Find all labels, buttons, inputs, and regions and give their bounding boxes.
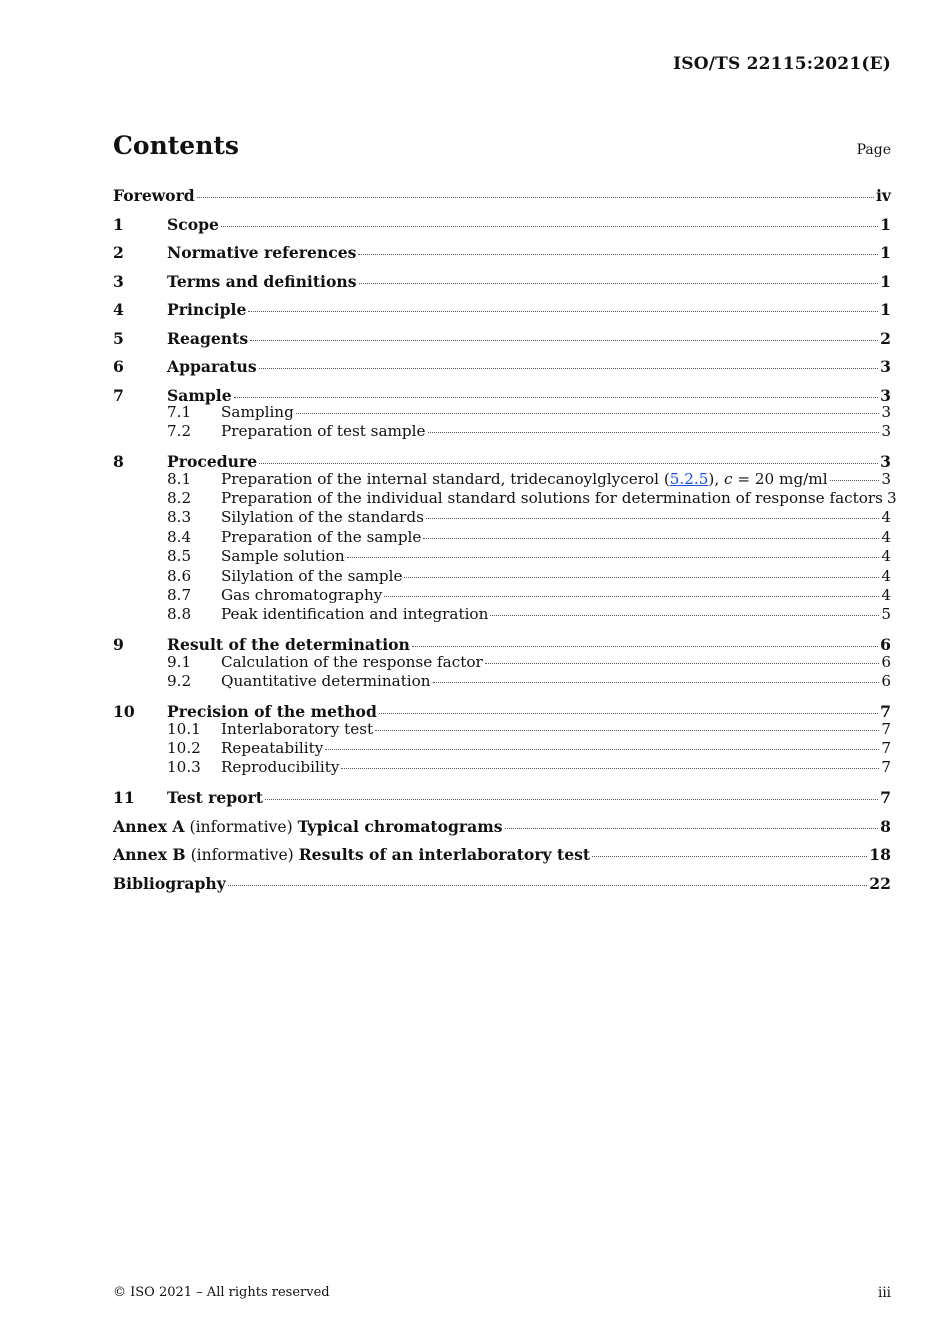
document-id: ISO/TS 22115:2021(E): [673, 54, 891, 74]
leader-dots: [341, 767, 879, 769]
toc-page: 5: [881, 605, 891, 624]
toc-page: 7: [880, 702, 891, 722]
toc-label: Peak identification and integration: [221, 605, 489, 624]
toc-number: 8.4: [167, 527, 192, 546]
toc-label: [113, 815, 503, 839]
toc-label-text: = 20 mg/ml: [732, 469, 828, 488]
toc-label: Bibliography: [113, 873, 226, 893]
leader-dots: [325, 748, 879, 750]
toc-page: 7: [881, 719, 891, 738]
toc-page: 6: [880, 635, 891, 655]
toc-label: Apparatus: [167, 357, 257, 376]
toc-label: Terms and definitions: [167, 271, 357, 291]
toc-page: 2: [880, 328, 891, 348]
toc-number: 8.5: [167, 547, 192, 566]
toc-entry-reagents[interactable]: [113, 327, 891, 356]
toc-label: Sample: [167, 385, 232, 405]
leader-dots: [234, 396, 879, 398]
toc-number: 7.1: [167, 402, 192, 421]
clause-link[interactable]: 5.2.5: [669, 469, 709, 488]
toc-entry-internal-standard[interactable]: [113, 470, 891, 489]
toc-number: 7: [113, 385, 124, 405]
toc-label: Sampling: [221, 402, 294, 421]
toc-page: 3: [881, 422, 891, 441]
toc-label: Foreword: [113, 186, 195, 205]
page-column-label: Page: [856, 142, 891, 158]
toc-page: 7: [881, 758, 891, 777]
toc-page: 1: [880, 300, 891, 319]
leader-dots: [259, 462, 878, 464]
toc-label: Reagents: [167, 328, 249, 348]
leader-dots: [359, 282, 879, 284]
toc-page: 4: [881, 566, 891, 585]
annex-prefix: Annex A: [113, 816, 185, 836]
toc-page: 22: [869, 873, 891, 893]
toc-entry-procedure[interactable]: [113, 450, 891, 472]
toc-number: 10.3: [167, 758, 201, 777]
toc-page: 1: [880, 214, 891, 234]
toc-entry-reproducibility[interactable]: [113, 758, 891, 786]
toc-page: 3: [881, 469, 891, 488]
leader-dots: [428, 431, 880, 433]
toc-number: 8.7: [167, 586, 192, 605]
leader-dots: [505, 827, 879, 829]
leader-dots: [379, 712, 878, 714]
toc-page: iv: [876, 186, 891, 205]
toc-page: 4: [881, 508, 891, 527]
contents-title: Contents: [113, 131, 240, 160]
toc-number: 8.3: [167, 508, 192, 527]
toc-entry-annex-b[interactable]: [113, 843, 891, 872]
toc-number: 7.2: [167, 422, 192, 441]
leader-dots: [358, 253, 878, 255]
table-of-contents: [113, 184, 897, 900]
toc-label: Procedure: [167, 452, 258, 472]
toc-page: 3: [880, 452, 891, 472]
toc-label: [113, 843, 590, 867]
toc-entry-apparatus[interactable]: [113, 355, 891, 384]
toc-label-text: Preparation of the internal standard, tridecanoylglycerol (: [221, 469, 670, 488]
toc-number: 11: [113, 788, 135, 808]
toc-page: 7: [881, 738, 891, 757]
toc-label: Quantitative determination: [221, 672, 431, 691]
toc-page: 3: [880, 385, 891, 405]
leader-dots: [221, 225, 878, 227]
leader-dots: [375, 729, 879, 731]
variable-symbol: c: [724, 469, 733, 488]
page-number: iii: [878, 1285, 891, 1301]
toc-page: 18: [869, 845, 891, 865]
toc-entry-peak-identification[interactable]: [113, 605, 891, 633]
leader-dots: [412, 645, 878, 647]
toc-entry-repeatability[interactable]: [113, 739, 891, 758]
toc-number: 2: [113, 243, 124, 262]
toc-number: 9.2: [167, 672, 192, 691]
toc-number: 8: [113, 452, 124, 472]
toc-label: Normative references: [167, 243, 357, 262]
toc-entry-sampling[interactable]: [113, 403, 891, 422]
toc-label: Result of the determination: [167, 635, 410, 655]
toc-number: 6: [113, 357, 124, 376]
toc-entry-preparation-sample[interactable]: [113, 528, 891, 547]
toc-entry-principle[interactable]: [113, 298, 891, 327]
toc-label: Preparation of the individual standard solutions for determination of response factors: [221, 489, 883, 508]
leader-dots: [592, 855, 867, 857]
toc-label: Preparation of test sample: [221, 422, 426, 441]
toc-number: 8.2: [167, 489, 192, 508]
leader-dots: [250, 339, 878, 341]
toc-label: Repeatability: [221, 738, 324, 757]
toc-number: 10.1: [167, 719, 201, 738]
toc-entry-standard-solutions[interactable]: [113, 489, 897, 508]
leader-dots: [228, 884, 868, 886]
toc-page: 3: [886, 489, 897, 508]
toc-label: Interlaboratory test: [221, 719, 374, 738]
toc-entry-response-factor[interactable]: [113, 653, 891, 672]
toc-entry-precision[interactable]: [113, 700, 891, 722]
toc-label: Preparation of the sample: [221, 527, 422, 546]
toc-page: 6: [881, 652, 891, 671]
annex-type: (informative): [184, 817, 298, 836]
toc-label: Gas chromatography: [221, 586, 383, 605]
toc-entry-silylation-standards[interactable]: [113, 508, 891, 527]
leader-dots: [490, 614, 879, 616]
toc-number: 3: [113, 271, 124, 291]
toc-entry-test-report[interactable]: [113, 786, 891, 815]
toc-page: 1: [880, 243, 891, 262]
toc-number: 8.6: [167, 566, 192, 585]
toc-entry-result-determination[interactable]: [113, 633, 891, 655]
toc-label: [221, 470, 828, 489]
toc-label: Principle: [167, 300, 247, 319]
toc-number: 10.2: [167, 738, 201, 757]
toc-number: 4: [113, 300, 124, 319]
toc-entry-foreword[interactable]: [113, 184, 891, 213]
toc-page: 3: [880, 357, 891, 376]
toc-label: Silylation of the standards: [221, 508, 424, 527]
toc-number: 1: [113, 214, 124, 234]
toc-label: Reproducibility: [221, 758, 340, 777]
toc-entry-bibliography[interactable]: [113, 872, 891, 901]
toc-entry-sample-solution[interactable]: [113, 547, 891, 566]
toc-number: 5: [113, 328, 124, 348]
toc-entry-sample[interactable]: [113, 384, 891, 403]
toc-page: 4: [881, 586, 891, 605]
toc-entry-quantitative-determination[interactable]: [113, 672, 891, 700]
leader-dots: [404, 576, 879, 578]
leader-dots: [830, 479, 880, 481]
toc-entry-scope[interactable]: [113, 213, 891, 242]
leader-dots: [265, 798, 878, 800]
toc-number: 8.1: [167, 469, 192, 488]
toc-label: Silylation of the sample: [221, 566, 403, 585]
toc-entry-preparation-test-sample[interactable]: [113, 422, 891, 450]
toc-number: 10: [113, 702, 135, 722]
toc-page: 7: [880, 788, 891, 808]
leader-dots: [423, 537, 879, 539]
leader-dots: [259, 367, 878, 369]
toc-number: 8.8: [167, 605, 192, 624]
leader-dots: [197, 196, 874, 198]
toc-page: 3: [881, 402, 891, 421]
leader-dots: [433, 681, 880, 683]
toc-entry-terms-definitions[interactable]: [113, 270, 891, 299]
leader-dots: [485, 662, 880, 664]
leader-dots: [248, 310, 878, 312]
toc-label-text: ),: [708, 469, 724, 488]
toc-label: Test report: [167, 788, 264, 808]
toc-entry-annex-a[interactable]: [113, 815, 891, 844]
toc-number: 9.1: [167, 652, 192, 671]
toc-page: 8: [880, 816, 891, 836]
toc-number: 9: [113, 635, 124, 655]
leader-dots: [347, 556, 880, 558]
toc-label: Precision of the method: [167, 702, 377, 722]
toc-label: Calculation of the response factor: [221, 652, 483, 671]
leader-dots: [296, 412, 880, 414]
toc-entry-gas-chromatography[interactable]: [113, 586, 891, 605]
copyright-notice: © ISO 2021 – All rights reserved: [113, 1285, 330, 1300]
toc-page: 1: [880, 271, 891, 291]
annex-title: Typical chromatograms: [297, 816, 503, 836]
annex-prefix: Annex B: [113, 845, 186, 865]
annex-type: (informative): [185, 846, 299, 865]
toc-page: 6: [881, 672, 891, 691]
annex-title: Results of an interlaboratory test: [298, 845, 591, 865]
toc-label: Sample solution: [221, 547, 345, 566]
toc-page: 4: [881, 547, 891, 566]
toc-entry-interlaboratory-test[interactable]: [113, 720, 891, 739]
leader-dots: [426, 517, 879, 519]
toc-page: 4: [881, 527, 891, 546]
leader-dots: [384, 595, 879, 597]
toc-entry-normative-references[interactable]: [113, 241, 891, 270]
toc-label: Scope: [167, 214, 219, 234]
toc-entry-silylation-sample[interactable]: [113, 567, 891, 586]
